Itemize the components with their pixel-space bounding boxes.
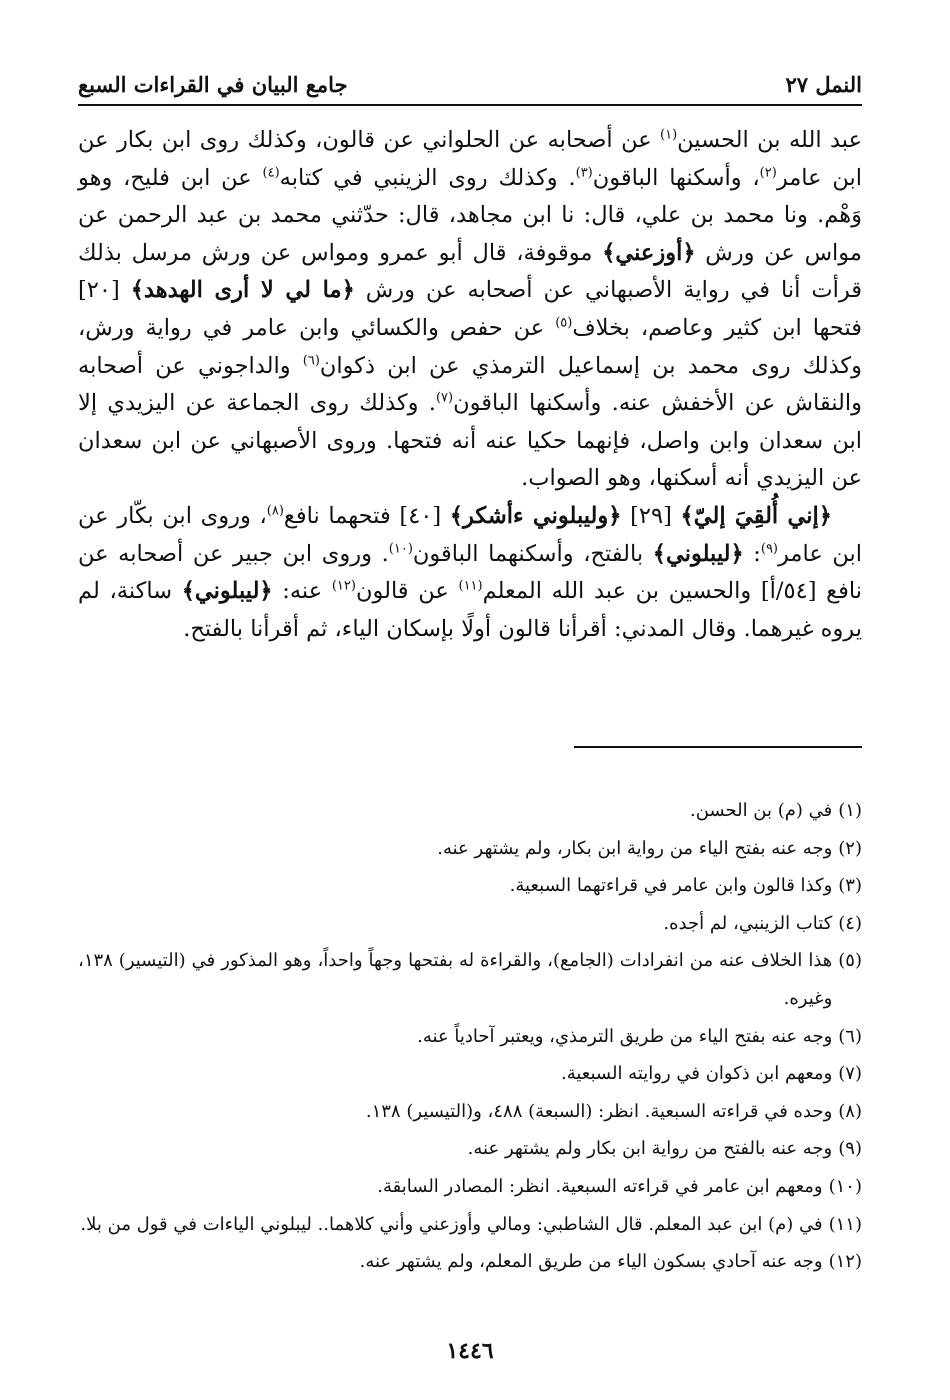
footnote-text: ومعهم ابن ذكوان في روايته السبعية. xyxy=(561,1063,833,1085)
footnote-ref: (٨) xyxy=(266,503,284,519)
footnote-ref: (٩) xyxy=(760,541,778,557)
paragraph-2 xyxy=(78,498,862,648)
footnote-number: (٨) xyxy=(838,1100,862,1122)
footnote xyxy=(78,942,862,1017)
footnote xyxy=(78,1018,862,1056)
footnote-number: (١١) xyxy=(828,1213,862,1235)
text-run: عبد الله بن الحسين xyxy=(677,127,862,153)
quran-word: ﴿ما لي لا أرى الهدهد﴾ xyxy=(130,277,355,304)
footnote-text: هذا الخلاف عنه من انفرادات (الجامع)، والقراءة له بفتحها وجهاً واحداً، وهو المذكور في (التيسير) ١٣٨، وغيره. xyxy=(78,950,833,1009)
footnote-text: كتاب الزينبي، لم أجده. xyxy=(663,912,833,934)
book-page xyxy=(78,0,862,1400)
footnote-ref: (٥) xyxy=(555,315,573,331)
quran-word: ﴿أوزعني﴾ xyxy=(602,239,696,266)
text-run: ساكنة، لم يروه غيرهما. وقال المدني: أقرأنا قالون أولًا بإسكان الياء، ثم أقرأنا بالفتح. xyxy=(78,578,862,642)
footnote-ref: (١) xyxy=(660,127,678,143)
footnote-number: (١) xyxy=(838,800,862,821)
footnote-text: وحده في قراءته السبعية. انظر: (السبعة) ٤٨٨، و(التيسير) ١٣٨. xyxy=(365,1100,833,1122)
main-text xyxy=(78,122,862,648)
text-run: ، وأسكنها الباقون xyxy=(592,164,760,191)
paragraph-1 xyxy=(78,122,862,498)
footnote-text: وجه عنه آحادي بسكون الياء من طريق المعلم، ولم يشتهر عنه. xyxy=(359,1251,823,1273)
footnote xyxy=(78,905,862,943)
footnote xyxy=(78,1206,862,1244)
text-run: عن أصحابه عن الحلواني عن قالون، وكذلك روى ابن بكار عن ابن عامر xyxy=(78,127,862,191)
footnote xyxy=(78,830,862,868)
text-run: . وروى ابن جبير عن أصحابه عن نافع [٥٤/أ] والحسين بن عبد الله المعلم xyxy=(78,540,862,605)
text-run: [٤٠] فتحهما نافع xyxy=(283,502,450,529)
footnote xyxy=(78,1055,862,1093)
quran-word: ﴿ليبلوني﴾ xyxy=(652,540,744,567)
header-rule xyxy=(78,104,862,106)
footnote-text: ومعهم ابن عامر في قراءته السبعية. انظر: المصادر السابقة. xyxy=(377,1175,823,1197)
quran-word: ﴿وليبلوني ءأشكر﴾ xyxy=(449,502,622,529)
footnotes xyxy=(78,792,862,1281)
quran-word: ﴿إني أُلقِيَ إليّ﴾ xyxy=(680,502,832,529)
footnote-ref: (٣) xyxy=(575,165,593,181)
footnote xyxy=(78,1093,862,1131)
footnote-ref: (٢) xyxy=(759,165,777,181)
footnote-rule xyxy=(574,746,862,748)
text-run: بالفتح، وأسكنهما الباقون xyxy=(412,540,653,567)
running-header xyxy=(78,72,862,104)
footnote-text: وجه عنه بفتح الياء من رواية ابن بكار، ولم يشتهر عنه. xyxy=(437,837,833,859)
footnote-number: (٦) xyxy=(838,1025,862,1047)
text-run: : xyxy=(743,540,761,567)
text-run: [٢٠] فتحها ابن كثير وعاصم، بخلاف xyxy=(78,277,862,341)
footnote-ref: (٤) xyxy=(262,165,280,181)
text-run: ، وروى ابن بكّار عن ابن عامر xyxy=(78,502,863,567)
footnote xyxy=(78,792,862,830)
footnote-text: وجه عنه بفتح الياء من طريق الترمذي، ويعتبر آحادياً عنه. xyxy=(417,1025,833,1047)
header-surah-label: النمل ٢٧ xyxy=(785,72,862,97)
footnote-ref: (١٢) xyxy=(331,578,356,594)
text-run: عن ابن فليح، وهو وَهْم. ونا محمد بن علي، قال: نا ابن مجاهد، قال: حدّثني محمد بن عبد الرحمن عن مواس عن ورش xyxy=(78,164,862,266)
footnote-ref: (١٠) xyxy=(388,541,413,557)
footnote-number: (٧) xyxy=(838,1063,862,1085)
text-run: . وكذلك روى الزينبي في كتابه xyxy=(279,164,576,191)
footnote xyxy=(78,1168,862,1206)
header-book-title: جامع البيان في القراءات السبع xyxy=(78,72,348,97)
footnote xyxy=(78,1243,862,1281)
footnote-number: (١٠) xyxy=(828,1175,862,1197)
footnote-number: (٤) xyxy=(838,912,862,934)
footnote-number: (٥) xyxy=(838,950,862,972)
footnote xyxy=(78,867,862,905)
text-run: موقوفة، قال أبو عمرو ومواس عن ورش مرسل بذلك قرأت أنا في رواية الأصبهاني عن أصحابه عن ورش xyxy=(78,239,862,304)
footnote-number: (٣) xyxy=(838,875,862,897)
footnote-text: في (م) ابن عبد المعلم. قال الشاطبي: ومالي وأوزعني وأني كلاهما.. ليبلوني الياءات في قول من بلا. xyxy=(80,1213,823,1235)
text-run: [٢٩] xyxy=(621,502,681,529)
footnote-ref: (٦) xyxy=(302,353,320,369)
footnote-text: وجه عنه بالفتح من رواية ابن بكار ولم يشتهر عنه. xyxy=(467,1138,833,1160)
footnote-ref: (١١) xyxy=(458,578,483,594)
text-run: عن قالون xyxy=(355,578,459,605)
footnote-text: في (م) بن الحسن. xyxy=(690,800,833,821)
footnote-number: (٩) xyxy=(838,1138,862,1160)
footnote-number: (١٢) xyxy=(828,1251,862,1273)
footnote xyxy=(78,1130,862,1168)
footnote-text: وكذا قالون وابن عامر في قراءتهما السبعية. xyxy=(509,875,833,897)
quran-word: ﴿ليبلوني﴾ xyxy=(181,578,273,605)
text-run: والداجوني عن أصحابه والنقاش عن الأخفش عنه. وأسكنها الباقون xyxy=(78,352,862,417)
footnote-ref: (٧) xyxy=(435,390,454,406)
page-number: ١٤٤٦ xyxy=(446,1338,494,1364)
text-run: . وكذلك روى الجماعة عن اليزيدي إلا ابن سعدان وابن واصل، فإنهما حكيا عنه أنه فتحها. وروى الأصبهاني عن ابن سعدان عن اليزيدي أنه أسكنها، وهو الصواب. xyxy=(78,390,862,492)
footnote-number: (٢) xyxy=(838,837,862,859)
text-run: عنه: xyxy=(272,578,332,605)
text-run: عن حفص والكسائي وابن عامر في رواية ورش، وكذلك روى محمد بن إسماعيل الترمذي عن ابن ذكوان xyxy=(78,314,862,379)
